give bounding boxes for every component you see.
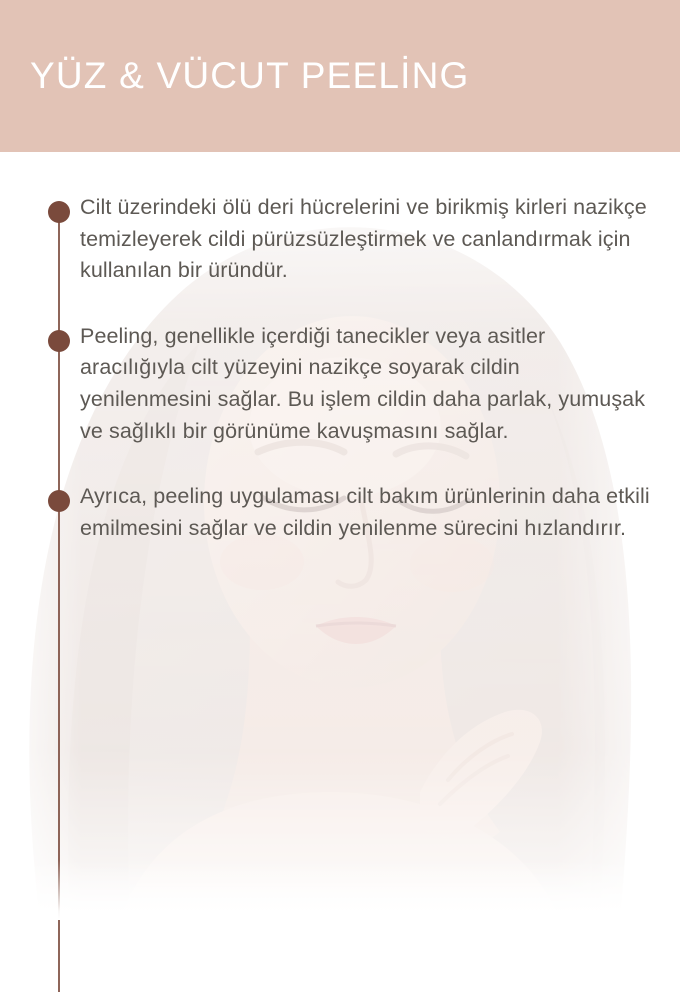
bullet-dot-icon [48,201,70,223]
bullet-dot-icon [48,330,70,352]
bullet-text: Cilt üzerindeki ölü deri hücrelerini ve birikmiş kirleri nazikçe temizleyerek cildi pürüzsüzleştirmek ve canlandırmak için kullanılan bir üründür. [80,195,647,283]
bullet-text: Ayrıca, peeling uygulaması cilt bakım ürünlerinin daha etkili emilmesini sağlar ve cildin yenilenme sürecini hızlandırır. [80,484,650,540]
page-title: YÜZ & VÜCUT PEELİNG [30,54,470,96]
bullet-dot-icon [48,490,70,512]
bottom-fade-overlay [0,860,680,920]
bullet-text: Peeling, genellikle içerdiği tanecikler veya asitler aracılığıyla cilt yüzeyini nazikçe soyarak cildin yenilenmesini sağlar. Bu işlem cildin daha parlak, yumuşak ve sağlıklı bir görünüme kavuşmasını sağlar. [80,323,646,443]
list-item [0,321,680,447]
content-area [0,152,680,920]
bullet-list [0,192,680,578]
header-band [0,0,680,152]
list-item [0,481,680,544]
list-item [0,192,680,287]
